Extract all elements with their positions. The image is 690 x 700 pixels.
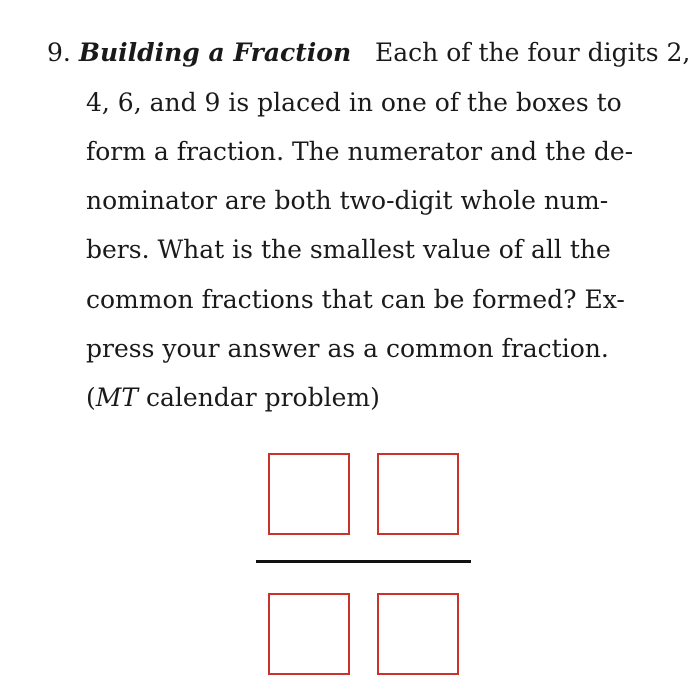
numerator-box-ones[interactable] bbox=[377, 453, 459, 535]
problem-title: Building a Fraction bbox=[78, 38, 352, 67]
source-rest: calendar problem) bbox=[138, 383, 380, 412]
denominator-box-ones[interactable] bbox=[377, 593, 459, 675]
denominator-box-tens[interactable] bbox=[268, 593, 350, 675]
problem-text-line-3: form a fraction. The numerator and the de- bbox=[86, 137, 634, 166]
problem-source-line bbox=[86, 383, 380, 413]
problem-number: 9. bbox=[47, 38, 71, 67]
problem-text-line-4: nominator are both two-digit whole num- bbox=[86, 186, 609, 215]
problem-first-line bbox=[47, 38, 690, 68]
source-italic: MT bbox=[95, 383, 139, 412]
problem-text-line-6: common fractions that can be formed? Ex- bbox=[86, 285, 625, 314]
problem-text-line-5: bers. What is the smallest value of all the bbox=[86, 235, 611, 264]
numerator-box-tens[interactable] bbox=[268, 453, 350, 535]
fraction-bar bbox=[256, 560, 471, 563]
source-open-paren: ( bbox=[86, 383, 96, 412]
fraction-diagram bbox=[256, 450, 471, 680]
problem-text-line-2: 4, 6, and 9 is placed in one of the boxes to bbox=[86, 88, 622, 117]
problem-text-line-1: Each of the four digits 2, bbox=[375, 38, 690, 67]
problem-text-line-7: press your answer as a common fraction. bbox=[86, 334, 609, 363]
